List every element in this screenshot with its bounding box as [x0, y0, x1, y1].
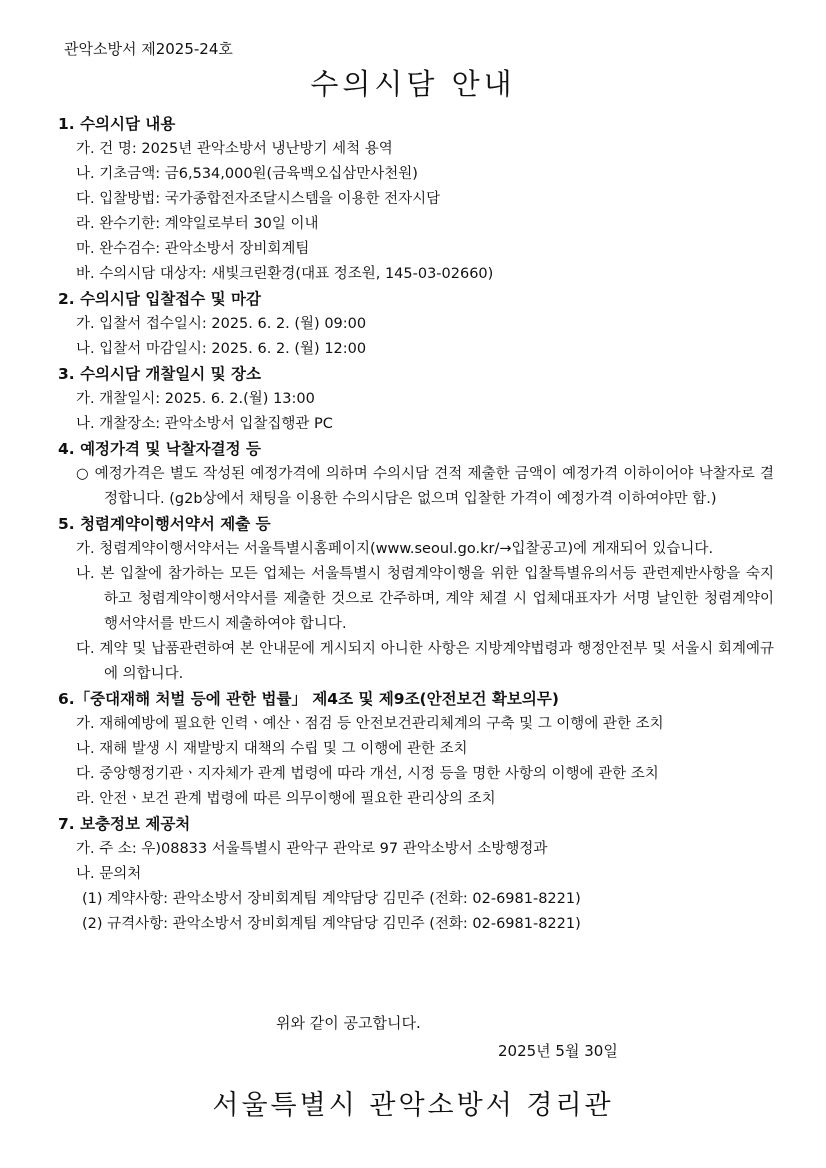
signature-line: 서울특별시 관악소방서 경리관 [212, 1090, 614, 1121]
section-heading: 6.「중대재해 처벌 등에 관한 법률」 제4조 및 제9조(안전보건 확보의무) [58, 690, 559, 708]
list-item: 가. 재해예방에 필요한 인력ㆍ예산ㆍ점검 등 안전보건관리체계의 구축 및 그 이행에 관한 조치 [76, 716, 664, 732]
section-heading: 2. 수의시담 입찰접수 및 마감 [58, 290, 261, 308]
section-heading: 5. 청렴계약이행서약서 제출 등 [58, 515, 271, 533]
section-heading: 1. 수의시담 내용 [58, 115, 176, 133]
list-item: 라. 완수기한: 계약일로부터 30일 이내 [76, 216, 319, 232]
list-item: ○ 예정가격은 별도 작성된 예정가격에 의하며 수의시담 견적 제출한 금액이 예정가격 이하이어야 낙찰자로 결정합니다. (g2b상에서 채팅을 이용한 수의시담은 없으며 입찰한 가격이 예정가격 이하여야만 함.) [76, 466, 774, 507]
list-item: 가. 개찰일시: 2025. 6. 2.(월) 13:00 [76, 391, 315, 407]
list-item: 가. 주 소: 우)08833 서울특별시 관악구 관악로 97 관악소방서 소방행정과 [76, 841, 548, 857]
list-item: 바. 수의시담 대상자: 새빛크린환경(대표 정조원, 145-03-02660) [76, 266, 494, 282]
section-heading: 4. 예정가격 및 낙찰자결정 등 [58, 440, 261, 458]
list-item: 가. 건 명: 2025년 관악소방서 냉난방기 세척 용역 [76, 141, 393, 157]
document-number: 관악소방서 제2025-24호 [64, 40, 233, 58]
section-heading: 3. 수의시담 개찰일시 및 장소 [58, 365, 261, 383]
notice-text: 위와 같이 공고합니다. [276, 1014, 421, 1032]
list-item: 마. 완수검수: 관악소방서 장비회계팀 [76, 241, 310, 257]
section-heading: 7. 보충정보 제공처 [58, 815, 191, 833]
section-bid-opening [58, 362, 774, 437]
list-item: 라. 안전ㆍ보건 관계 법령에 따른 의무이행에 필요한 관리상의 조치 [76, 791, 496, 807]
section-contents [58, 112, 774, 287]
list-item: 나. 입찰서 마감일시: 2025. 6. 2. (월) 12:00 [76, 341, 367, 357]
contact-item: (1) 계약사항: 관악소방서 장비회계팀 계약담당 김민주 (전화: 02-6981-8221) [82, 891, 581, 907]
section-integrity-pledge [58, 512, 774, 687]
list-item: 나. 개찰장소: 관악소방서 입찰집행관 PC [76, 416, 333, 432]
contact-item: (2) 규격사항: 관악소방서 장비회계팀 계약담당 김민주 (전화: 02-6981-8221) [82, 916, 581, 932]
list-item: 다. 입찰방법: 국가종합전자조달시스템을 이용한 전자시담 [76, 191, 441, 207]
list-item: 나. 본 입찰에 참가하는 모든 업체는 서울특별시 청렴계약이행을 위한 입찰특별유의서등 관련제반사항을 숙지하고 청렴계약이행서약서를 제출한 것으로 간주하며, 계약 체결 시 업체대표자가 서명 날인한 청렴계약이행서약서를 반드시 제출하여야 합니다. [76, 566, 774, 632]
page-title: 수의시담 안내 [310, 67, 516, 101]
list-item: 나. 기초금액: 금6,534,000원(금육백오십삼만사천원) [76, 166, 418, 182]
section-estimated-price [58, 437, 774, 512]
notice-date: 2025년 5월 30일 [498, 1042, 618, 1060]
list-item: 나. 재해 발생 시 재발방지 대책의 수립 및 그 이행에 관한 조치 [76, 741, 468, 757]
document-body [58, 112, 774, 937]
list-item: 다. 계약 및 납품관련하여 본 안내문에 게시되지 아니한 사항은 지방계약법령과 행정안전부 및 서울시 회계예규에 의합니다. [76, 641, 774, 682]
list-item: 가. 청렴계약이행서약서는 서울특별시홈페이지(www.seoul.go.kr/→입찰공고)에 게재되어 있습니다. [76, 541, 714, 557]
section-serious-accident-act [58, 687, 774, 812]
list-item: 다. 중앙행정기관ㆍ지자체가 관계 법령에 따라 개선, 시정 등을 명한 사항의 이행에 관한 조치 [76, 766, 659, 782]
list-item: 가. 입찰서 접수일시: 2025. 6. 2. (월) 09:00 [76, 316, 367, 332]
list-item: 나. 문의처 [76, 866, 142, 882]
section-contact-info [58, 812, 774, 937]
section-bid-submission [58, 287, 774, 362]
